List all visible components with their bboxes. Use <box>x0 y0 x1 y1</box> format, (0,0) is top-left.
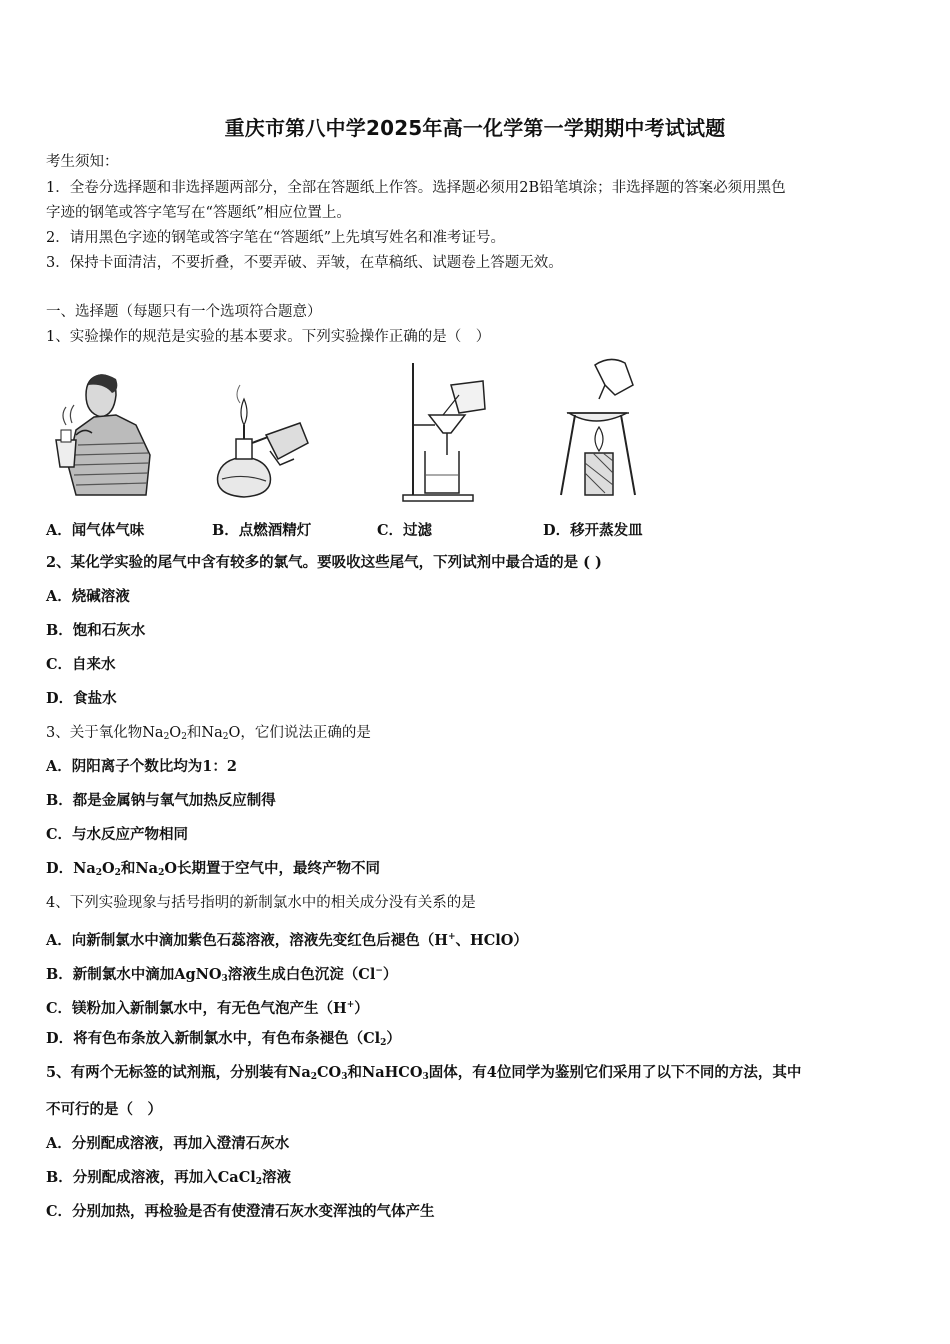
notice-item-1b: 字迹的钢笔或答字笔写在“答题纸”相应位置上。 <box>46 205 351 221</box>
q3-option-b: B．都是金属钠与氧气加热反应制得 <box>46 792 276 809</box>
figure-filtration <box>395 355 495 505</box>
q5-option-a: A．分别配成溶液，再加入澄清石灰水 <box>46 1135 290 1152</box>
notice-heading: 考生须知： <box>46 154 119 170</box>
q4-stem: 4、下列实验现象与括号指明的新制氯水中的相关成分没有关系的是 <box>46 895 476 911</box>
q1-caption-a: A．闻气体气味 <box>46 522 145 539</box>
q3-option-d: D．$Na_2O_2$和$Na_2O$长期置于空气中，最终产物不同 <box>46 860 380 878</box>
figure-alcohol-lamp <box>204 355 314 505</box>
notice-item-3: 3．保持卡面清洁，不要折叠，不要弄破、弄皱，在草稿纸、试题卷上答题无效。 <box>46 255 563 271</box>
section-heading: 一、选择题（每题只有一个选项符合题意） <box>46 304 322 320</box>
q4-option-a: A．向新制氯水中滴加紫色石蕊溶液，溶液先变红色后褪色（H+、HClO） <box>46 932 528 949</box>
q1-caption-d: D．移开蒸发皿 <box>543 522 643 539</box>
q1-caption-c: C．过滤 <box>377 522 433 539</box>
notice-item-1a: 1．全卷分选择题和非选择题两部分，全部在答题纸上作答。选择题必须用2B铅笔填涂；非选择题的答案必须用黑色 <box>46 180 786 196</box>
q2-stem: 2、某化学实验的尾气中含有较多的氯气。要吸收这些尾气，下列试剂中最合适的是 ( ) <box>46 554 602 571</box>
q2-option-c: C．自来水 <box>46 656 116 673</box>
q3-stem: 3、关于氧化物$Na_2O_2$和$Na_2O$，它们说法正确的是 <box>46 725 371 742</box>
q4-option-b: B．新制氯水中滴加AgNO$_3$溶液生成白色沉淀（Cl−） <box>46 966 398 984</box>
q3-option-c: C．与水反应产物相同 <box>46 826 189 843</box>
q1-caption-b: B．点燃酒精灯 <box>212 522 312 539</box>
q3-option-a: A．阴阳离子个数比均为1：2 <box>46 758 237 775</box>
q5-stem: 5、有两个无标签的试剂瓶，分别装有$Na_2CO_3$和NaHCO$_3$固体，有4位同学为鉴别它们采用了以下不同的方法，其中 <box>46 1064 802 1082</box>
q5-stem-line2: 不可行的是（ ） <box>46 1101 162 1118</box>
q4-option-d: D．将有色布条放入新制氯水中，有色布条褪色$(Cl_2)$ <box>46 1030 401 1048</box>
figure-evaporating-dish <box>555 355 655 505</box>
notice-item-2: 2．请用黑色字迹的钢笔或答字笔在“答题纸”上先填写姓名和准考证号。 <box>46 230 506 246</box>
figure-smell-gas <box>46 355 166 505</box>
q2-option-b: B．饱和石灰水 <box>46 622 146 639</box>
q5-option-b: B．分别配成溶液，再加入CaCl$_2$溶液 <box>46 1169 292 1187</box>
q1-stem: 1、实验操作的规范是实验的基本要求。下列实验操作正确的是（ ） <box>46 329 491 345</box>
q4-option-c: C．镁粉加入新制氯水中，有无色气泡产生（H+） <box>46 1000 369 1017</box>
page-title: 重庆市第八中学2025年高一化学第一学期期中考试试题 <box>224 116 726 140</box>
q2-option-a: A．烧碱溶液 <box>46 588 130 605</box>
q2-option-d: D．食盐水 <box>46 690 117 707</box>
q5-option-c: C．分别加热，再检验是否有使澄清石灰水变浑浊的气体产生 <box>46 1203 435 1220</box>
